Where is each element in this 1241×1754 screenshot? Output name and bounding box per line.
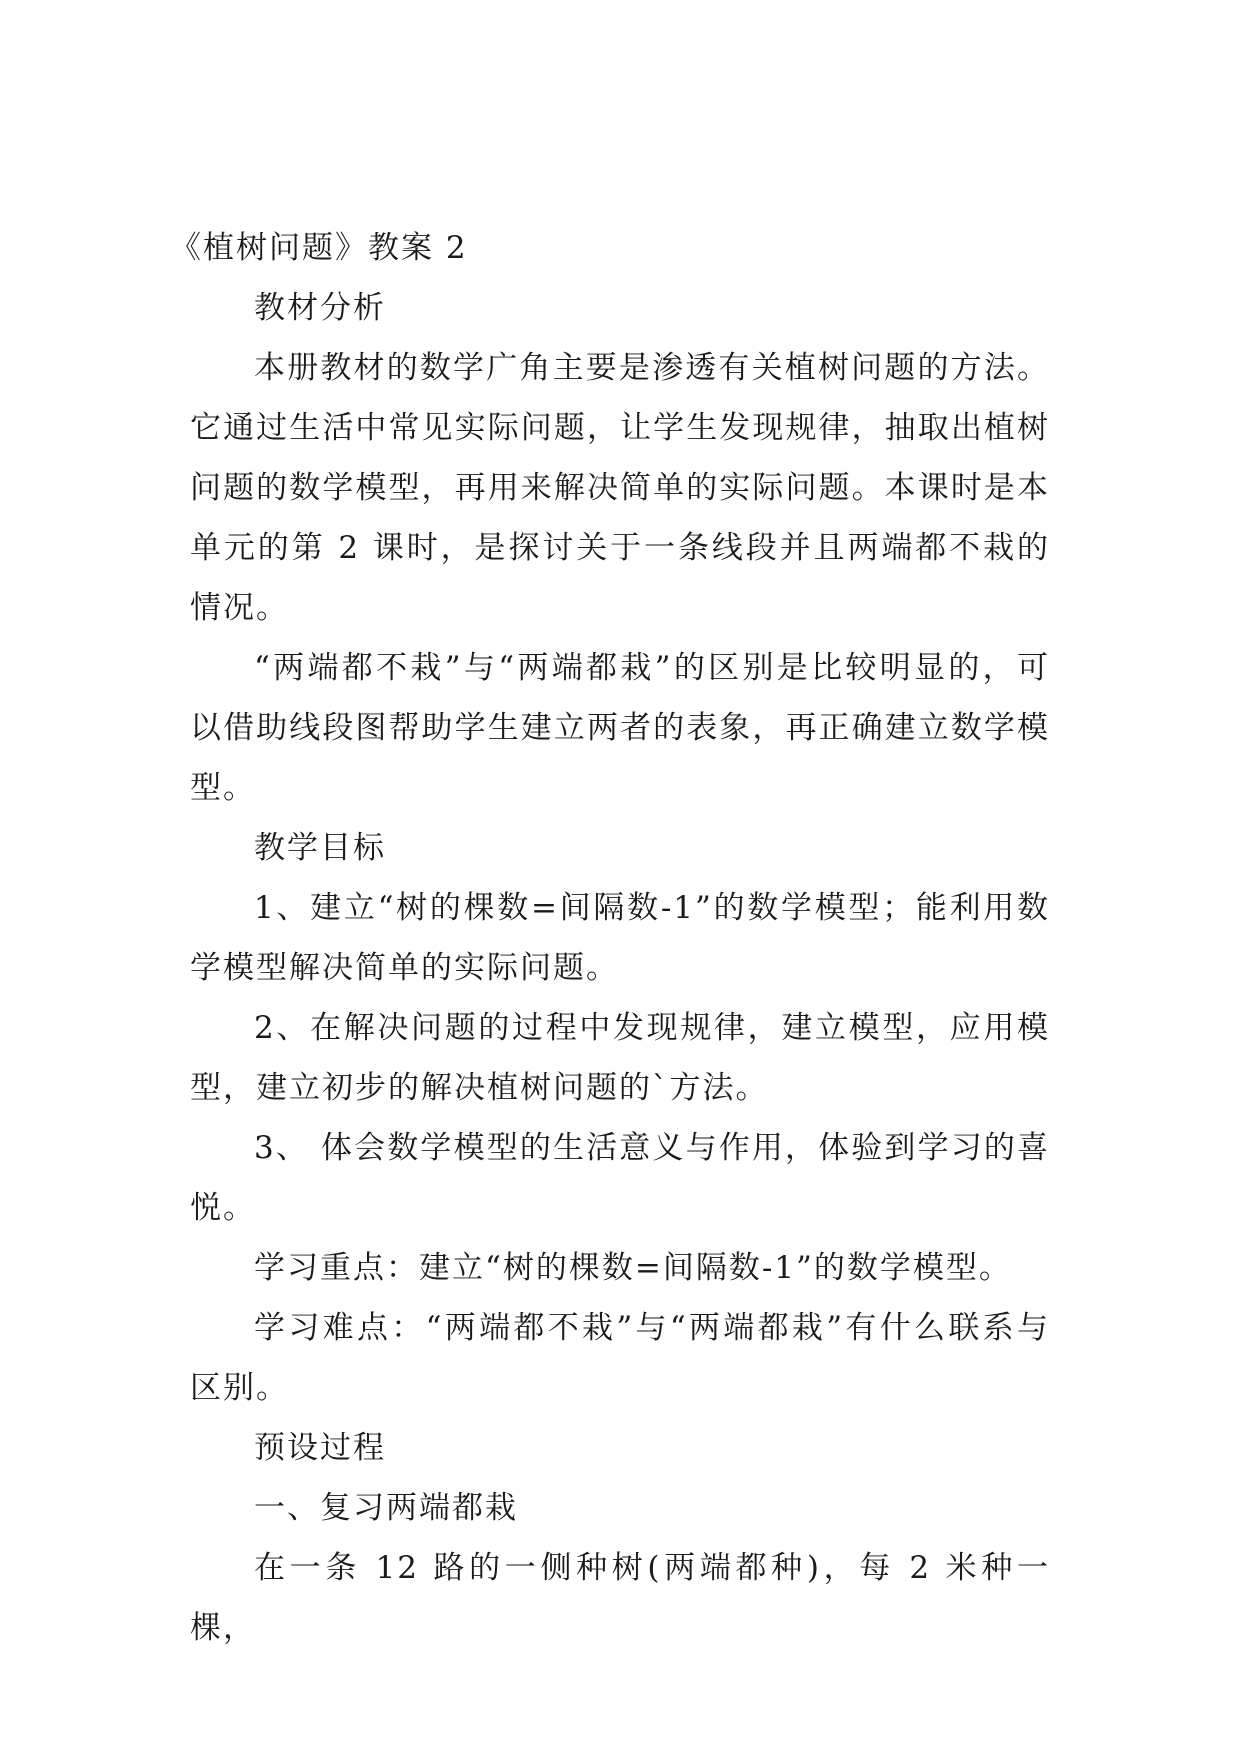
document-body: [190, 278, 1050, 1658]
goal-item-2: 2、在解决问题的过程中发现规律，建立模型，应用模型，建立初步的解决植树问题的`方法。: [190, 1010, 1050, 1106]
section-heading-textbook-analysis: 教材分析: [254, 290, 386, 326]
subsection-heading-review: 一、复习两端都栽: [254, 1490, 518, 1526]
paragraph-textbook-analysis: 本册教材的数学广角主要是渗透有关植树问题的方法。它通过生活中常见实际问题，让学生发现规律，抽取出植树问题的数学模型，再用来解决简单的实际问题。本课时是本单元的第 2 课时，是探讨关于一条线段并且两端都不栽的情况。: [190, 350, 1050, 626]
section-heading-process: 预设过程: [254, 1430, 386, 1466]
difficult-point: 学习难点：“两端都不栽”与“两端都栽”有什么联系与区别。: [190, 1310, 1050, 1406]
goal-item-3: 3、 体会数学模型的生活意义与作用，体验到学习的喜悦。: [190, 1130, 1050, 1226]
document-title: 《植树问题》教案 2: [170, 230, 468, 266]
paragraph-comparison: “两端都不栽”与“两端都栽”的区别是比较明显的，可以借助线段图帮助学生建立两者的表象，再正确建立数学模型。: [190, 650, 1050, 806]
section-heading-teaching-goals: 教学目标: [254, 830, 386, 866]
key-point: 学习重点：建立“树的棵数=间隔数-1”的数学模型。: [254, 1250, 1012, 1286]
paragraph-exercise: 在一条 12 路的一侧种树(两端都种)，每 2 米种一棵，: [190, 1550, 1050, 1646]
goal-item-1: 1、建立“树的棵数=间隔数-1”的数学模型；能利用数学模型解决简单的实际问题。: [190, 890, 1050, 986]
